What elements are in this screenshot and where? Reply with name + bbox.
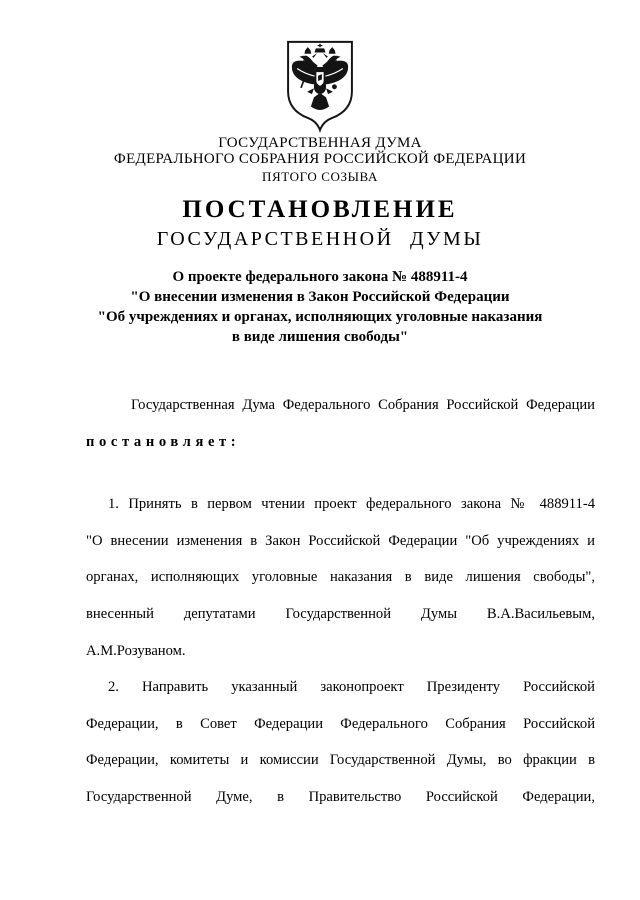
paragraph-1-line: органах, исполняющих уголовные наказания в виде лишения свободы", (86, 569, 595, 586)
paragraph-1-line: 1. Принять в первом чтении проект федерального закона № 488911-4 (108, 496, 595, 513)
document-body (86, 387, 595, 816)
paragraph-2-line: Государственной Думе, в Правительство Российской Федерации, (86, 788, 595, 805)
subject-line: "О внесении изменения в Закон Российской Федерации (130, 289, 510, 305)
resolves-line: постановляет: (86, 433, 241, 450)
document-type-subtitle: ГОСУДАРСТВЕННОЙ ДУМЫ (156, 228, 484, 250)
org-name: ГОСУДАРСТВЕННАЯ ДУМА (218, 135, 422, 151)
paragraph-2-line: Федерации, в Совет Федерации Федерального Собрания Российской (86, 715, 595, 732)
paragraph-2 (86, 669, 595, 815)
org-parent-name: ФЕДЕРАЛЬНОГО СОБРАНИЯ РОССИЙСКОЙ ФЕДЕРАЦИИ (113, 151, 527, 167)
paragraph-1-line: внесенный депутатами Государственной Думы В.А.Васильевым, (86, 605, 595, 622)
document-type-title: ПОСТАНОВЛЕНИЕ (182, 196, 458, 223)
letterhead (0, 135, 640, 184)
paragraph-1 (86, 486, 595, 669)
paragraph-2-line: Федерации, комитеты и комиссии Государственной Думы, во фракции в (86, 752, 595, 769)
paragraph-2-line: 2. Направить указанный законопроект Президенту Российской (108, 679, 595, 696)
subject-line: "Об учреждениях и органах, исполняющих уголовные наказания (97, 309, 543, 325)
paragraph-1-line: "О внесении изменения в Закон Российской Федерации "Об учреждениях и (86, 532, 595, 549)
document-subject (0, 267, 640, 347)
convocation-label: ПЯТОГО СОЗЫВА (262, 169, 378, 184)
subject-line: О проекте федерального закона № 488911-4 (172, 269, 468, 285)
russia-coat-of-arms-icon (282, 39, 358, 133)
paragraph-1-line: А.М.Розуваном. (86, 642, 186, 659)
body-opening-line: Государственная Дума Федерального Собрания Российской Федерации (131, 397, 595, 413)
subject-line: в виде лишения свободы" (231, 329, 409, 345)
